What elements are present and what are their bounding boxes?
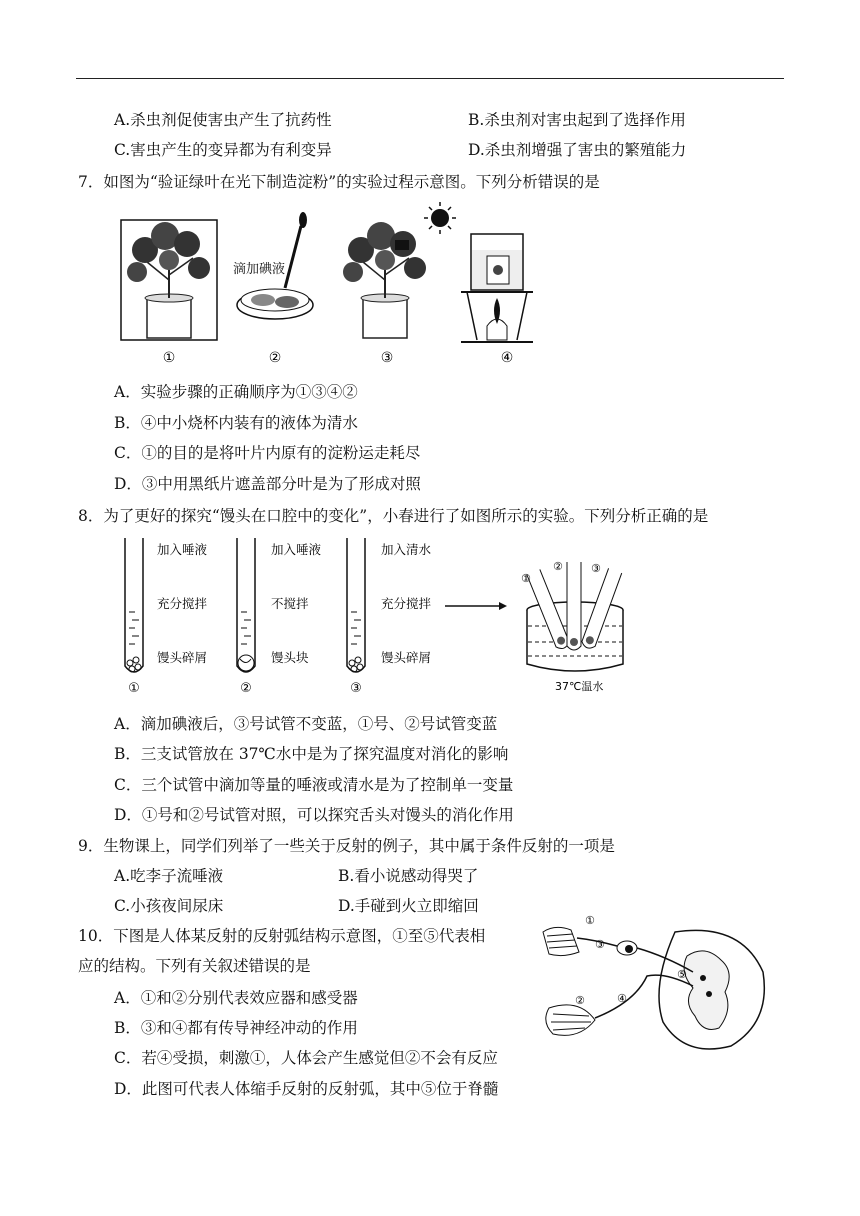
- q6-option-c: C.害虫产生的变异都为有利变异: [114, 141, 332, 159]
- q8-tube-2-stir: 不搅拌: [271, 596, 309, 611]
- q8-tube-1-number: ①: [128, 681, 140, 696]
- q8-tube-1-add: 加入唾液: [157, 542, 208, 557]
- q8-tube-2-content: 馒头块: [271, 650, 309, 665]
- q7-option-c: C．①的目的是将叶片内原有的淀粉运走耗尽: [114, 444, 421, 462]
- q10-label-1: ①: [585, 914, 595, 927]
- q7-step2-dish: [233, 212, 313, 319]
- q9-option-a: A.吃李子流唾液: [114, 867, 224, 885]
- q8-bath-tube-2: ②: [553, 560, 563, 573]
- q7-step-label-2: ②: [268, 350, 282, 366]
- q8-tube-1-stir: 充分搅拌: [157, 596, 208, 611]
- q8-tube-3-number: ③: [350, 681, 362, 696]
- q8-bath-tube-1: ①: [521, 572, 531, 585]
- q7-step3-plant: [343, 222, 426, 338]
- q10-option-c: C．若④受损，刺激①，人体会产生感觉但②不会有反应: [114, 1049, 498, 1067]
- q10-muscle-effector: [546, 1005, 595, 1036]
- q8-tube-3: [347, 538, 365, 672]
- q7-step4-water-bath: [424, 202, 533, 342]
- q8-tube-3-stir: 充分搅拌: [381, 596, 432, 611]
- q10-skin-receptor: [543, 927, 579, 955]
- q10-reflex-arc-figure: [535, 912, 775, 1062]
- q8-option-b: B．三支试管放在 37℃水中是为了探究温度对消化的影响: [114, 745, 509, 763]
- q6-option-a: A.杀虫剂促使害虫产生了抗药性: [114, 111, 332, 129]
- q6-option-b: B.杀虫剂对害虫起到了选择作用: [468, 111, 686, 129]
- q8-tube-1: [125, 538, 143, 672]
- q8-option-d: D．①号和②号试管对照，可以探究舌头对馒头的消化作用: [114, 806, 514, 824]
- q9-option-d: D.手碰到火立即缩回: [338, 897, 479, 915]
- q8-tube-3-add: 加入清水: [381, 542, 432, 557]
- q10-label-2: ②: [575, 994, 585, 1007]
- q7-step1-dark-box: [121, 220, 217, 340]
- q8-tube-2-number: ②: [240, 681, 252, 696]
- q7-stem: 7．如图为“验证绿叶在光下制造淀粉”的实验过程示意图。下列分析错误的是: [78, 173, 600, 191]
- q10-option-b: B．③和④都有传导神经冲动的作用: [114, 1019, 358, 1037]
- q8-figure: [115, 538, 635, 696]
- q8-water-bath: [527, 562, 623, 671]
- q8-stem: 8．为了更好的探究“馒头在口腔中的变化”，小春进行了如图所示的实验。下列分析正确的是: [78, 507, 709, 525]
- q7-dropper-label: 滴加碘液: [233, 262, 286, 277]
- q9-option-b: B.看小说感动得哭了: [338, 867, 479, 885]
- q10-label-5: ⑤: [677, 968, 687, 981]
- q6-option-d: D.杀虫剂增强了害虫的繁殖能力: [468, 141, 687, 159]
- q8-tube-1-content: 馒头碎屑: [157, 650, 208, 665]
- q7-step-label-3: ③: [380, 350, 394, 366]
- q7-step-label-4: ④: [500, 350, 514, 366]
- q7-figure: [115, 200, 565, 370]
- q10-stem-line-2: 应的结构。下列有关叙述错误的是: [78, 957, 311, 975]
- q9-option-c: C.小孩夜间尿床: [114, 897, 224, 915]
- q7-option-b: B．④中小烧杯内装有的液体为清水: [114, 414, 358, 432]
- q10-spinal-cord: [659, 930, 764, 1049]
- q10-option-a: A．①和②分别代表效应器和感受器: [114, 989, 358, 1007]
- q8-bath-label: 37℃温水: [555, 680, 604, 693]
- q10-option-d: D．此图可代表人体缩手反射的反射弧，其中⑤位于脊髓: [114, 1080, 499, 1098]
- q8-option-a: A．滴加碘液后，③号试管不变蓝，①号、②号试管变蓝: [114, 715, 498, 733]
- q7-step-label-1: ①: [162, 350, 176, 366]
- q8-bath-tube-3: ③: [591, 562, 601, 575]
- q7-option-d: D．③中用黑纸片遮盖部分叶是为了形成对照: [114, 475, 421, 493]
- header-rule: [76, 78, 784, 79]
- q9-stem: 9．生物课上，同学们列举了一些关于反射的例子，其中属于条件反射的一项是: [78, 837, 615, 855]
- q8-option-c: C．三个试管中滴加等量的唾液或清水是为了控制单一变量: [114, 776, 514, 794]
- q8-tube-3-content: 馒头碎屑: [381, 650, 432, 665]
- q8-tube-2-add: 加入唾液: [271, 542, 322, 557]
- q10-stem-line-1: 10．下图是人体某反射的反射弧结构示意图，①至⑤代表相: [78, 927, 486, 945]
- q7-option-a: A．实验步骤的正确顺序为①③④②: [114, 383, 358, 401]
- q10-label-4: ④: [617, 992, 627, 1005]
- q8-tube-2: [237, 538, 255, 672]
- q10-label-3: ③: [595, 938, 605, 951]
